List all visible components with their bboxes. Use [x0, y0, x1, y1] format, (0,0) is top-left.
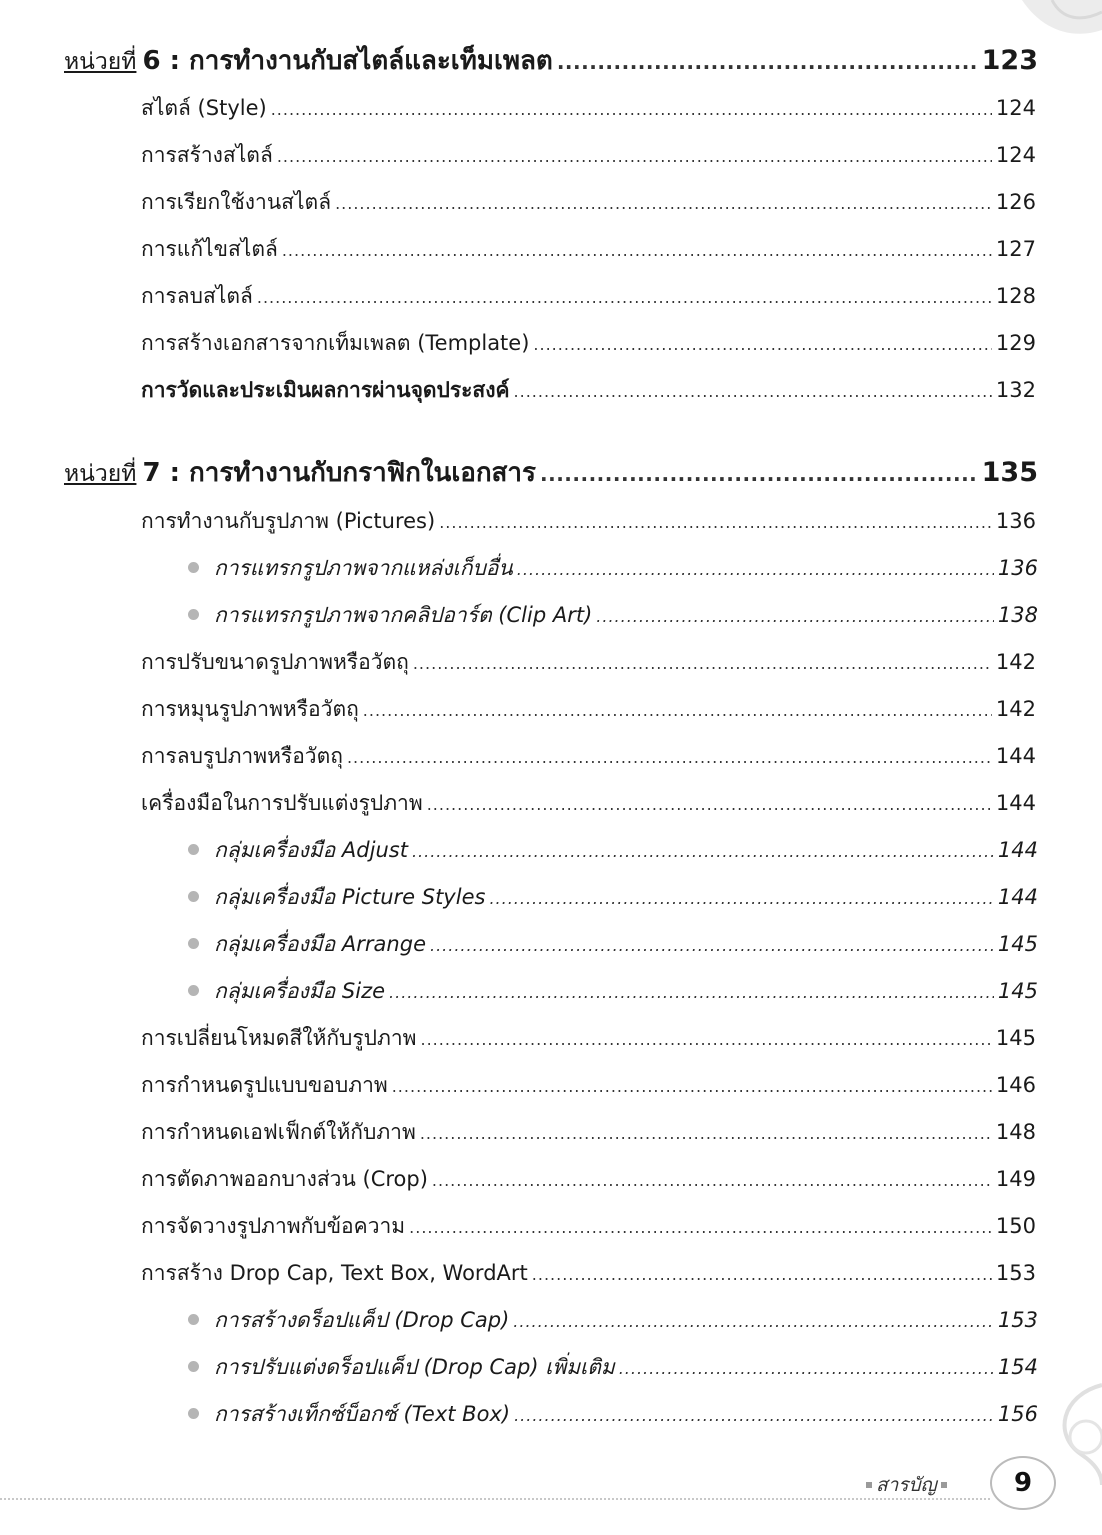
entry-label: การแก้ไขสไตล์: [141, 237, 278, 261]
entry-page: 144: [995, 744, 1036, 768]
unit-title: 6 : การทำงานกับสไตล์และเท็มเพลต: [142, 46, 553, 76]
bullet-icon: [188, 985, 199, 996]
toc-entry[interactable]: [141, 139, 1036, 171]
entry-page: 142: [995, 697, 1036, 721]
square-bullet-icon: [941, 1482, 947, 1488]
bullet-icon: [188, 844, 199, 855]
entry-page: 126: [995, 190, 1036, 214]
footer-section-label: [862, 1470, 951, 1500]
section-label-text: สารบัญ: [876, 1474, 937, 1496]
toc-entry[interactable]: [141, 1163, 1036, 1195]
toc-entry[interactable]: [141, 740, 1036, 772]
toc-entry[interactable]: [141, 505, 1036, 537]
dot-leader: [282, 243, 992, 259]
toc-entry[interactable]: [141, 186, 1036, 218]
unit-prefix: หน่วยที่: [64, 49, 137, 75]
dot-leader: [432, 1173, 992, 1189]
entry-page: 132: [995, 378, 1036, 402]
toc-entry[interactable]: [141, 1022, 1036, 1054]
toc-entry[interactable]: [141, 1210, 1036, 1242]
toc-subentry[interactable]: [188, 599, 1038, 631]
dot-leader: [277, 149, 992, 165]
entry-label: การแทรกรูปภาพจากคลิปอาร์ต (Clip Art): [214, 603, 593, 627]
dot-leader: [514, 384, 992, 400]
dot-leader: [271, 102, 992, 118]
entry-label: การสร้าง Drop Cap, Text Box, WordArt: [141, 1261, 528, 1285]
dot-leader: [335, 196, 992, 212]
dot-leader: [533, 337, 991, 353]
square-bullet-icon: [866, 1482, 872, 1488]
entry-page: 124: [995, 96, 1036, 120]
toc-entry[interactable]: [141, 233, 1036, 265]
dot-leader: [257, 290, 992, 306]
entry-page: 145: [997, 979, 1038, 1003]
dot-leader: [420, 1032, 991, 1048]
entry-label: การเปลี่ยนโหมดสีให้กับรูปภาพ: [141, 1026, 417, 1050]
toc-entry[interactable]: [141, 327, 1036, 359]
bullet-icon: [188, 891, 199, 902]
entry-label: การกำหนดเอฟเฟ็กต์ให้กับภาพ: [141, 1120, 416, 1144]
entry-label: การจัดวางรูปภาพกับข้อความ: [141, 1214, 406, 1238]
entry-page: 145: [995, 1026, 1036, 1050]
page-footer: [0, 1450, 1102, 1520]
dot-leader: [557, 52, 978, 72]
bullet-icon: [188, 1408, 199, 1419]
dot-leader: [514, 1408, 994, 1424]
entry-page: 144: [997, 885, 1038, 909]
unit-page: 123: [981, 45, 1038, 76]
dot-leader: [392, 1079, 992, 1095]
entry-label: การแทรกรูปภาพจากแหล่งเก็บอื่น: [214, 556, 513, 580]
dot-leader: [363, 703, 992, 719]
entry-page: 145: [997, 932, 1038, 956]
entry-page: 149: [995, 1167, 1036, 1191]
dot-leader: [420, 1126, 992, 1142]
entry-label: การวัดและประเมินผลการผ่านจุดประสงค์: [141, 378, 510, 402]
dot-leader: [389, 985, 994, 1001]
entry-page: 142: [995, 650, 1036, 674]
entry-label: การตัดภาพออกบางส่วน (Crop): [141, 1167, 428, 1191]
footer-dotted-rule: [0, 1498, 990, 1500]
dot-leader: [412, 844, 994, 860]
toc-entry[interactable]: [141, 646, 1036, 678]
toc-subentry[interactable]: [188, 1398, 1038, 1430]
toc-entry-assessment[interactable]: [141, 374, 1036, 406]
entry-page: 128: [995, 284, 1036, 308]
toc-entry[interactable]: [141, 92, 1036, 124]
entry-label: การหมุนรูปภาพหรือวัตถุ: [141, 697, 359, 721]
dot-leader: [427, 797, 992, 813]
entry-label: การเรียกใช้งานสไตล์: [141, 190, 332, 214]
dot-leader: [596, 609, 994, 625]
dot-leader: [517, 562, 994, 578]
entry-label: การกำหนดรูปแบบขอบภาพ: [141, 1073, 388, 1097]
bullet-icon: [188, 1361, 199, 1372]
entry-page: 146: [995, 1073, 1036, 1097]
unit-title: 7 : การทำงานกับกราฟิกในเอกสาร: [142, 458, 536, 488]
dot-leader: [347, 750, 992, 766]
toc-subentry[interactable]: [188, 975, 1038, 1007]
entry-page: 136: [995, 509, 1036, 533]
toc-subentry[interactable]: [188, 1304, 1038, 1336]
unit-prefix: หน่วยที่: [64, 461, 137, 487]
bullet-icon: [188, 1314, 199, 1325]
toc-entry[interactable]: [141, 787, 1036, 819]
toc-entry[interactable]: [141, 280, 1036, 312]
dot-leader: [513, 1314, 994, 1330]
toc-subentry[interactable]: [188, 552, 1038, 584]
toc-entry[interactable]: [141, 1257, 1036, 1289]
toc-subentry[interactable]: [188, 881, 1038, 913]
entry-page: 156: [997, 1402, 1038, 1426]
bullet-icon: [188, 562, 199, 573]
entry-label: การลบสไตล์: [141, 284, 253, 308]
entry-label: เครื่องมือในการปรับแต่งรูปภาพ: [141, 791, 423, 815]
unit-6-heading[interactable]: [64, 40, 1038, 80]
toc-entry[interactable]: [141, 1116, 1036, 1148]
entry-label: การสร้างดร็อปแค็ป (Drop Cap): [214, 1308, 510, 1332]
entry-page: 144: [995, 791, 1036, 815]
entry-label: กลุ่มเครื่องมือ Size: [214, 979, 386, 1003]
entry-page: 153: [995, 1261, 1036, 1285]
unit-page: 135: [981, 457, 1038, 488]
toc-entry[interactable]: [141, 1069, 1036, 1101]
dot-leader: [489, 891, 993, 907]
toc-subentry[interactable]: [188, 834, 1038, 866]
entry-page: 136: [997, 556, 1038, 580]
entry-page: 124: [995, 143, 1036, 167]
dot-leader: [413, 656, 992, 672]
page-number-badge: 9: [990, 1456, 1056, 1510]
toc-entry[interactable]: [141, 693, 1036, 725]
toc-subentry[interactable]: [188, 1351, 1038, 1383]
entry-label: การสร้างเอกสารจากเท็มเพลต (Template): [141, 331, 530, 355]
entry-page: 153: [997, 1308, 1038, 1332]
entry-label: การสร้างสไตล์: [141, 143, 273, 167]
entry-page: 148: [995, 1120, 1036, 1144]
unit-7-heading[interactable]: [64, 452, 1038, 492]
dot-leader: [409, 1220, 992, 1236]
entry-label: การปรับขนาดรูปภาพหรือวัตถุ: [141, 650, 409, 674]
entry-label: กลุ่มเครื่องมือ Picture Styles: [214, 885, 486, 909]
dot-leader: [619, 1361, 994, 1377]
entry-page: 127: [995, 237, 1036, 261]
dot-leader: [430, 938, 994, 954]
entry-label: การสร้างเท็กซ์บ็อกซ์ (Text Box): [214, 1402, 511, 1426]
entry-label: กลุ่มเครื่องมือ Arrange: [214, 932, 426, 956]
dot-leader: [439, 515, 992, 531]
entry-page: 144: [997, 838, 1038, 862]
toc-subentry[interactable]: [188, 928, 1038, 960]
entry-page: 138: [997, 603, 1038, 627]
entry-page: 129: [995, 331, 1036, 355]
entry-label: การลบรูปภาพหรือวัตถุ: [141, 744, 343, 768]
bullet-icon: [188, 938, 199, 949]
entry-label: การปรับแต่งดร็อปแค็ป (Drop Cap) เพิ่มเติม: [214, 1355, 615, 1379]
entry-label: การทำงานกับรูปภาพ (Pictures): [141, 509, 436, 533]
entry-page: 150: [995, 1214, 1036, 1238]
dot-leader: [540, 464, 978, 484]
entry-page: 154: [997, 1355, 1038, 1379]
entry-label: กลุ่มเครื่องมือ Adjust: [214, 838, 408, 862]
dot-leader: [532, 1267, 992, 1283]
bullet-icon: [188, 609, 199, 620]
entry-label: สไตล์ (Style): [141, 96, 267, 120]
